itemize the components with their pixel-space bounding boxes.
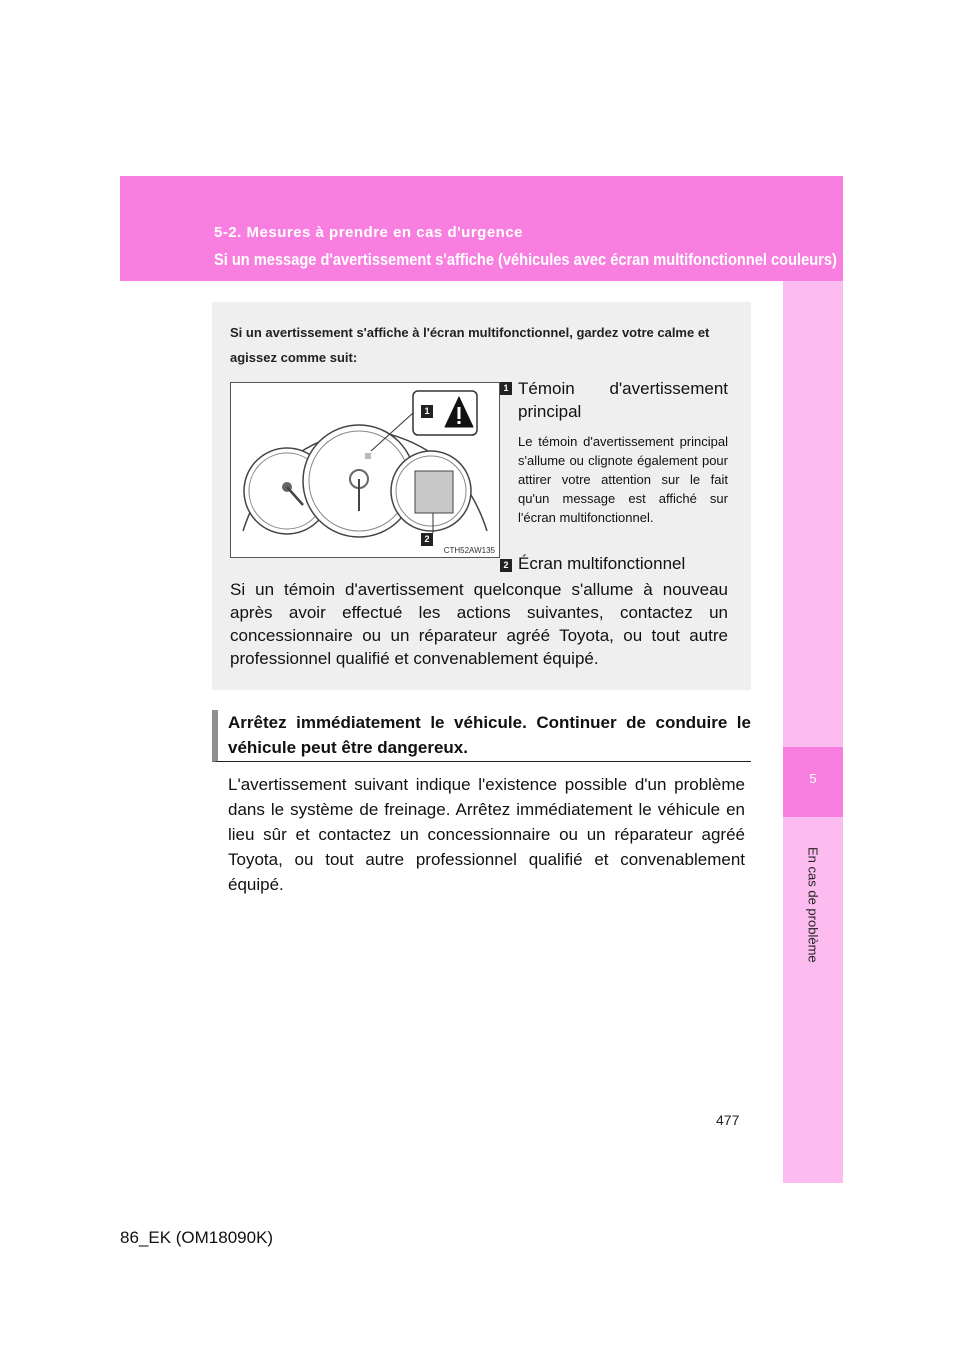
item2-title: Écran multifonctionnel [518,554,686,573]
chapter-number: 5 [809,771,817,786]
footer-code: 86_EK (OM18090K) [120,1228,274,1247]
item2-badge: 2 [500,559,512,572]
instrument-cluster-figure [230,382,500,558]
chapter-label-text: En cas de problème [805,847,821,963]
info-intro: Si un avertissement s'affiche à l'écran multifonctionnel, gardez votre calme et agissez comme suit: [230,325,710,365]
instrument-cluster-illustration [231,383,499,557]
page-title: Si un message d'avertissement s'affiche (véhicules avec écran multifonctionnel couleurs) [214,250,837,269]
body-paragraph: L'avertissement suivant indique l'existence possible d'un problème dans le système de freinage. Arrêtez immédiatement le véhicule en lieu sûr et contactez un concessionnaire ou un réparateur agréé Toyota, ou tout autre professionnel qualifié et convenablement équipé. [228,775,745,894]
info-outro: Si un témoin d'avertissement quelconque s'allume à nouveau après avoir effectué les actions suivantes, contactez un concessionnaire ou un réparateur agréé Toyota, ou tout autre professionnel qualifié et convenablement équipé. [230,580,728,668]
chapter-side-tab [783,281,843,1183]
section-label: 5-2. Mesures à prendre en cas d'urgence [214,224,524,241]
item1-title: Témoin d'avertissement principal [518,379,728,421]
warning-heading-text: Arrêtez immédiatement le véhicule. Continuer de conduire le véhicule peut être dangereux. [228,713,751,757]
chapter-header [120,176,843,281]
callout-badge-2: 2 [421,533,433,546]
page-number: 477 [716,1112,740,1128]
figure-code: CTH52AW135 [443,546,495,555]
info-box [212,302,751,690]
callout-badge-1: 1 [421,405,433,418]
item1-badge: 1 [500,382,512,395]
chapter-label [783,847,843,1047]
warning-heading [212,710,751,762]
item1-description: Le témoin d'avertissement principal s'allume ou clignote également pour attirer votre attention sur le fait qu'un message est affiché sur l'écran multifonctionnel. [518,434,728,525]
chapter-number-box [783,747,843,817]
